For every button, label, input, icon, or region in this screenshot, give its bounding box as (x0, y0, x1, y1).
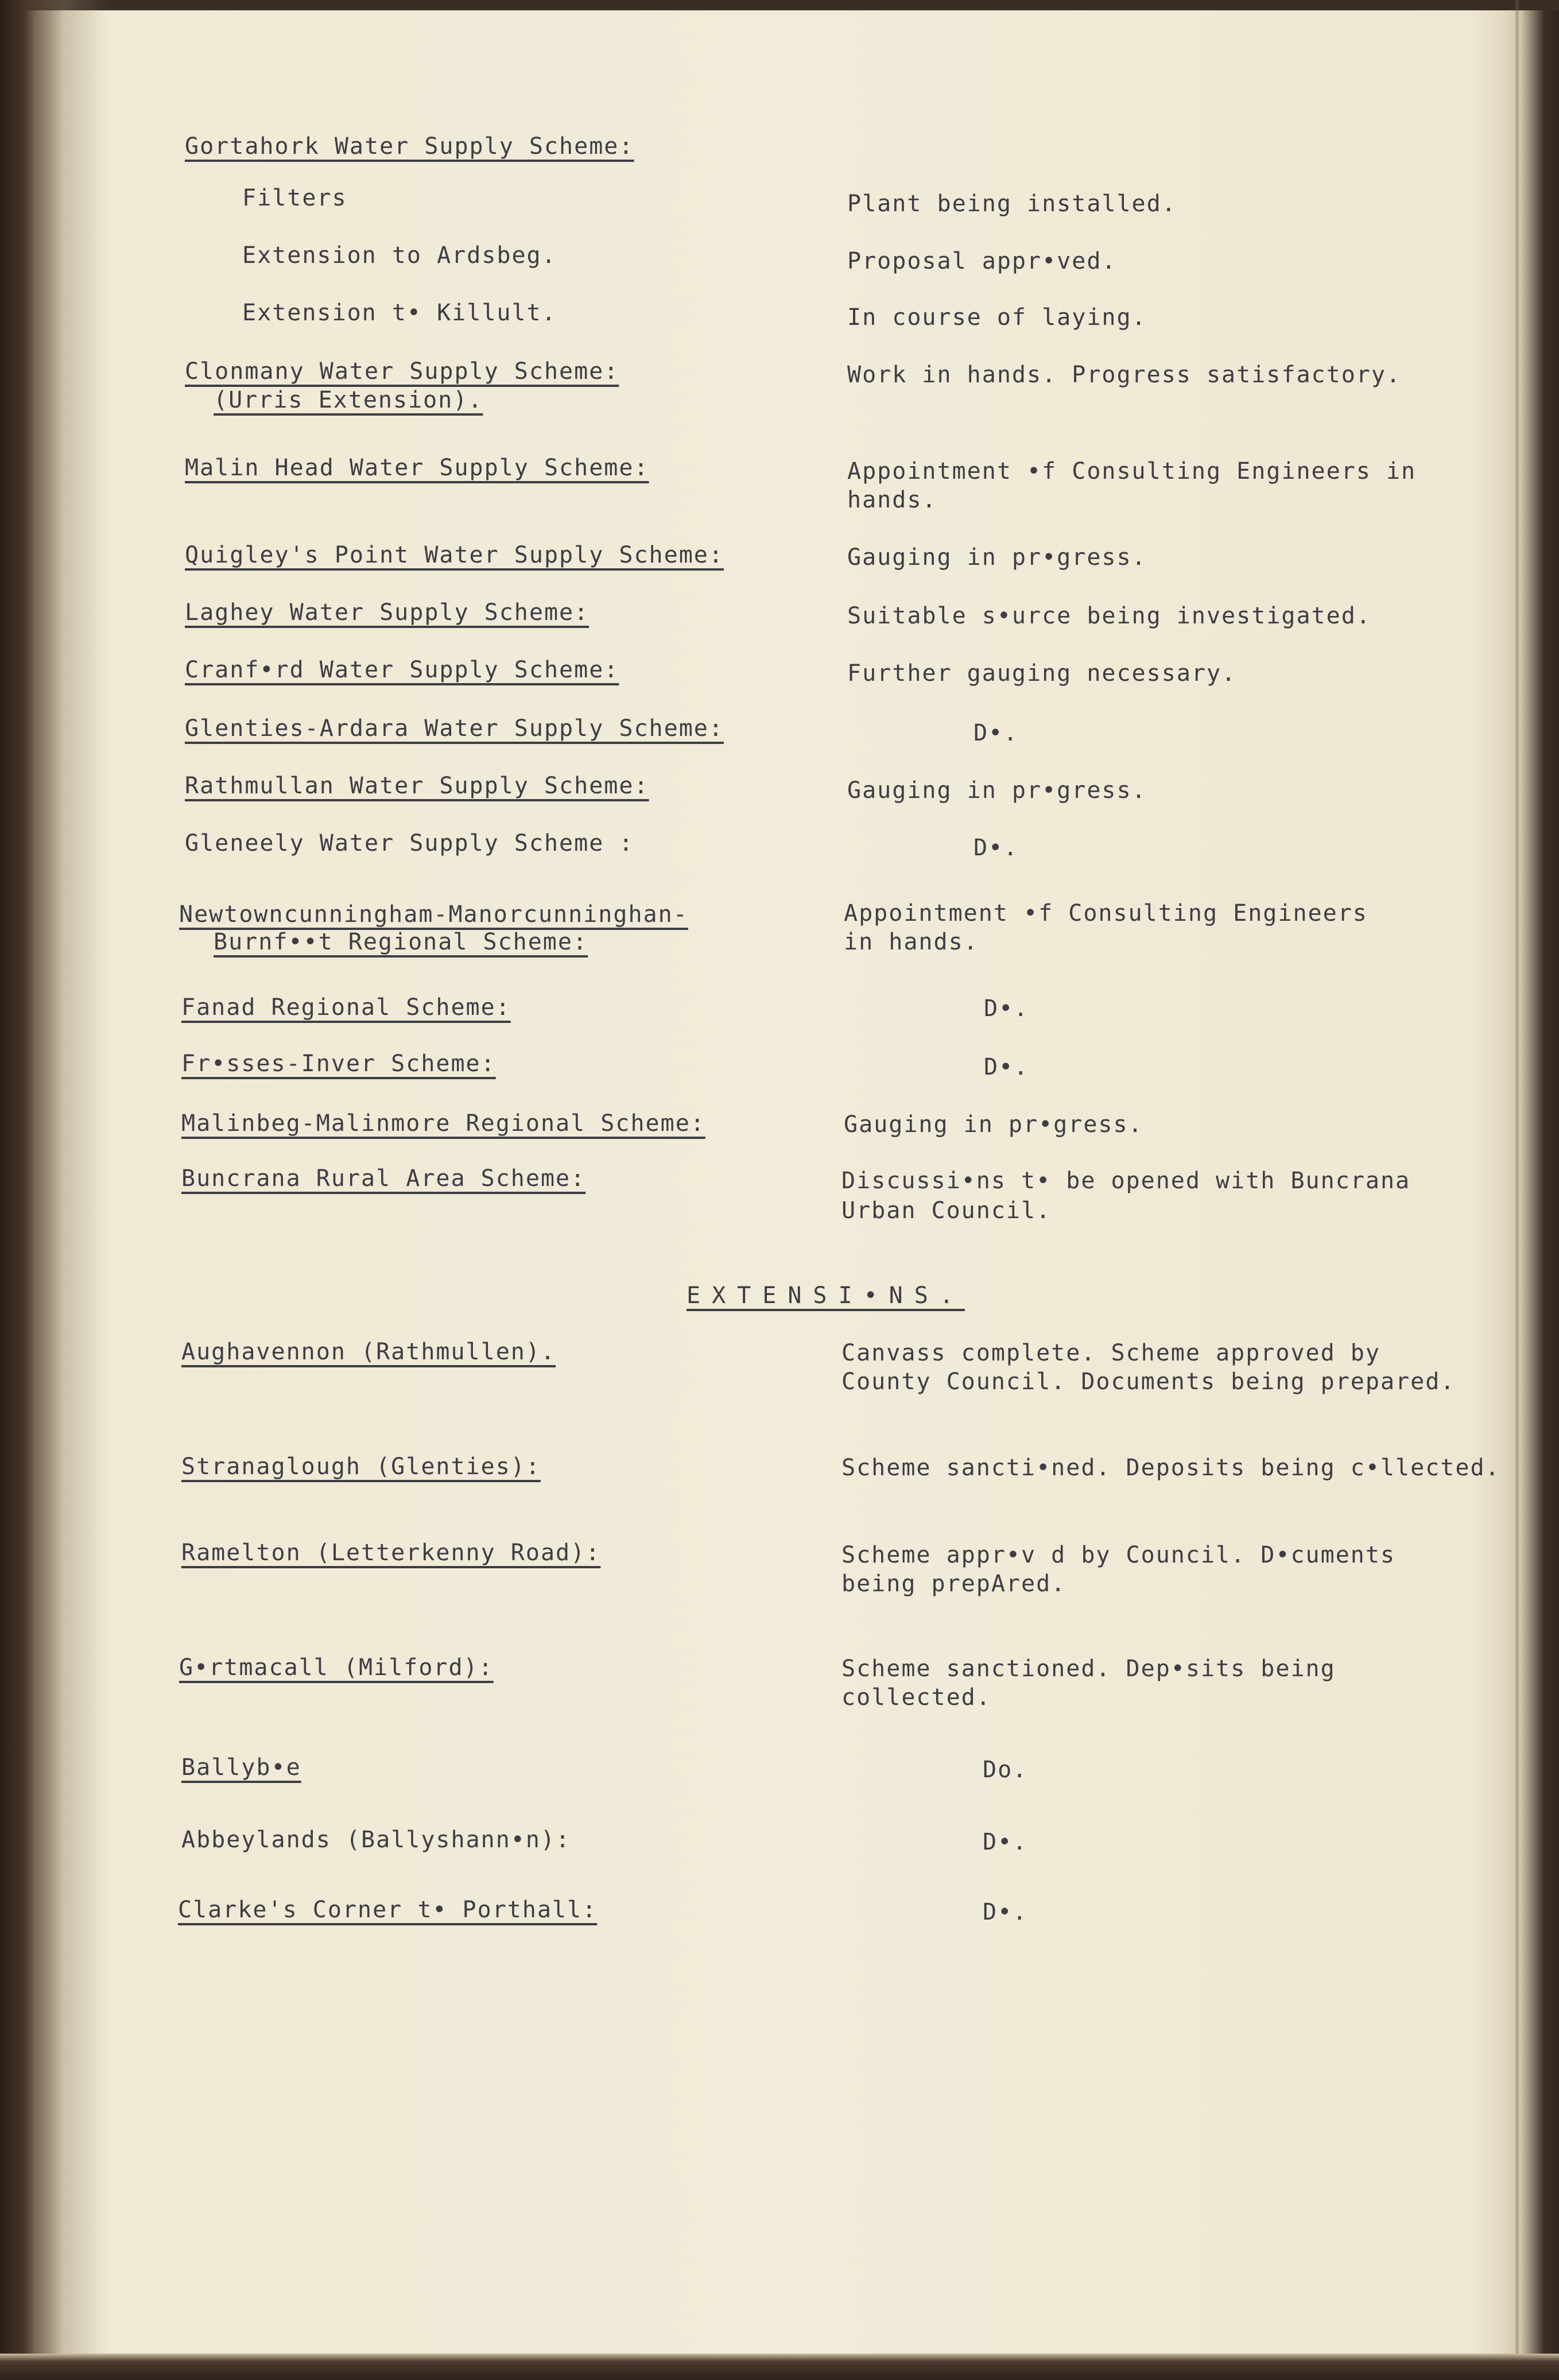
scheme-name: Malin Head Water Supply Scheme: (185, 455, 649, 481)
scheme-status: Proposal appr•ved. (847, 248, 1117, 274)
scheme-name: Laghey Water Supply Scheme: (185, 599, 590, 626)
scheme-status: D•. (974, 720, 1019, 746)
scheme-name-line2: (Urris Extension). (214, 387, 483, 413)
scheme-name: Quigley's Point Water Supply Scheme: (185, 542, 724, 568)
scheme-status: In course of laying. (847, 304, 1147, 331)
scheme-name: Malinbeg-Malinmore Regional Scheme: (181, 1110, 705, 1137)
scheme-status: Further gauging necessary. (847, 660, 1237, 687)
extension-status: Canvass complete. Scheme approved by (841, 1340, 1380, 1366)
extension-status-line2: being prepAred. (841, 1571, 1067, 1597)
scheme-name: Extension to Ardsbeg. (242, 242, 557, 269)
scheme-status-line2: Urban Council. (841, 1197, 1052, 1224)
scheme-status: Discussi•ns t• be opened with Buncrana (841, 1168, 1411, 1194)
extension-status: Scheme appr•v d by Council. D•cuments (841, 1542, 1396, 1568)
extension-status: Scheme sancti•ned. Deposits being c•llected. (841, 1455, 1500, 1481)
extension-name: Ballyb•e (181, 1754, 301, 1781)
scheme-name: Buncrana Rural Area Scheme: (181, 1165, 586, 1192)
scheme-status: Plant being installed. (847, 191, 1177, 217)
scheme-status: Gauging in pr•gress. (847, 544, 1147, 571)
scheme-name-line2: Burnf••t Regional Scheme: (214, 929, 588, 955)
scheme-name: Rathmullan Water Supply Scheme: (185, 773, 649, 799)
scheme-name: Gleneely Water Supply Scheme : (185, 830, 634, 856)
scheme-name: Cranf•rd Water Supply Scheme: (185, 657, 619, 683)
page-edge (1515, 0, 1519, 2354)
binding-shadow (0, 0, 109, 2380)
extension-name: Abbeylands (Ballyshann•n): (181, 1827, 571, 1853)
scheme-status: D•. (984, 1054, 1029, 1080)
scheme-status-line2: in hands. (844, 929, 979, 955)
scheme-name: Fr•sses-Inver Scheme: (181, 1051, 496, 1077)
scheme-name: Fanad Regional Scheme: (181, 994, 511, 1021)
scheme-status: D•. (974, 835, 1019, 861)
scheme-name: Gortahork Water Supply Scheme: (185, 133, 634, 160)
scheme-name: Extension t• Killult. (242, 300, 557, 326)
extension-status-line2: County Council. Documents being prepared. (841, 1369, 1456, 1395)
extension-name: Stranaglough (Glenties): (181, 1453, 541, 1480)
scheme-name: Glenties-Ardara Water Supply Scheme: (185, 715, 724, 742)
scheme-name: Clonmany Water Supply Scheme: (185, 358, 619, 385)
scheme-status: Appointment •f Consulting Engineers (844, 900, 1368, 927)
extension-status: Do. (983, 1757, 1028, 1783)
scheme-status-line2: hands. (847, 487, 937, 513)
extension-status: D•. (983, 1829, 1028, 1855)
extension-name: Aughavennon (Rathmullen). (181, 1339, 556, 1365)
top-border (0, 0, 1559, 10)
extension-name: Clarke's Corner t• Porthall: (178, 1897, 598, 1923)
scheme-status: Work in hands. Progress satisfactory. (847, 362, 1402, 388)
extension-status-line2: collected. (841, 1684, 991, 1711)
extension-name: Ramelton (Letterkenny Road): (181, 1540, 601, 1566)
extensions-heading: EXTENSI•NS. (687, 1282, 965, 1309)
bottom-border (0, 2354, 1559, 2380)
scheme-status: Suitable s•urce being investigated. (847, 603, 1371, 629)
extension-status: D•. (983, 1899, 1028, 1925)
scheme-name: Filters (242, 185, 347, 211)
scheme-status: Gauging in pr•gress. (844, 1111, 1143, 1138)
scheme-name: Newtowncunningham-Manorcunninghan- (179, 901, 688, 928)
scheme-status: Appointment •f Consulting Engineers in (847, 458, 1417, 484)
scheme-status: D•. (984, 995, 1029, 1022)
extension-status: Scheme sanctioned. Dep•sits being (841, 1656, 1336, 1682)
extension-name: G•rtmacall (Milford): (179, 1654, 494, 1681)
scheme-status: Gauging in pr•gress. (847, 777, 1147, 804)
